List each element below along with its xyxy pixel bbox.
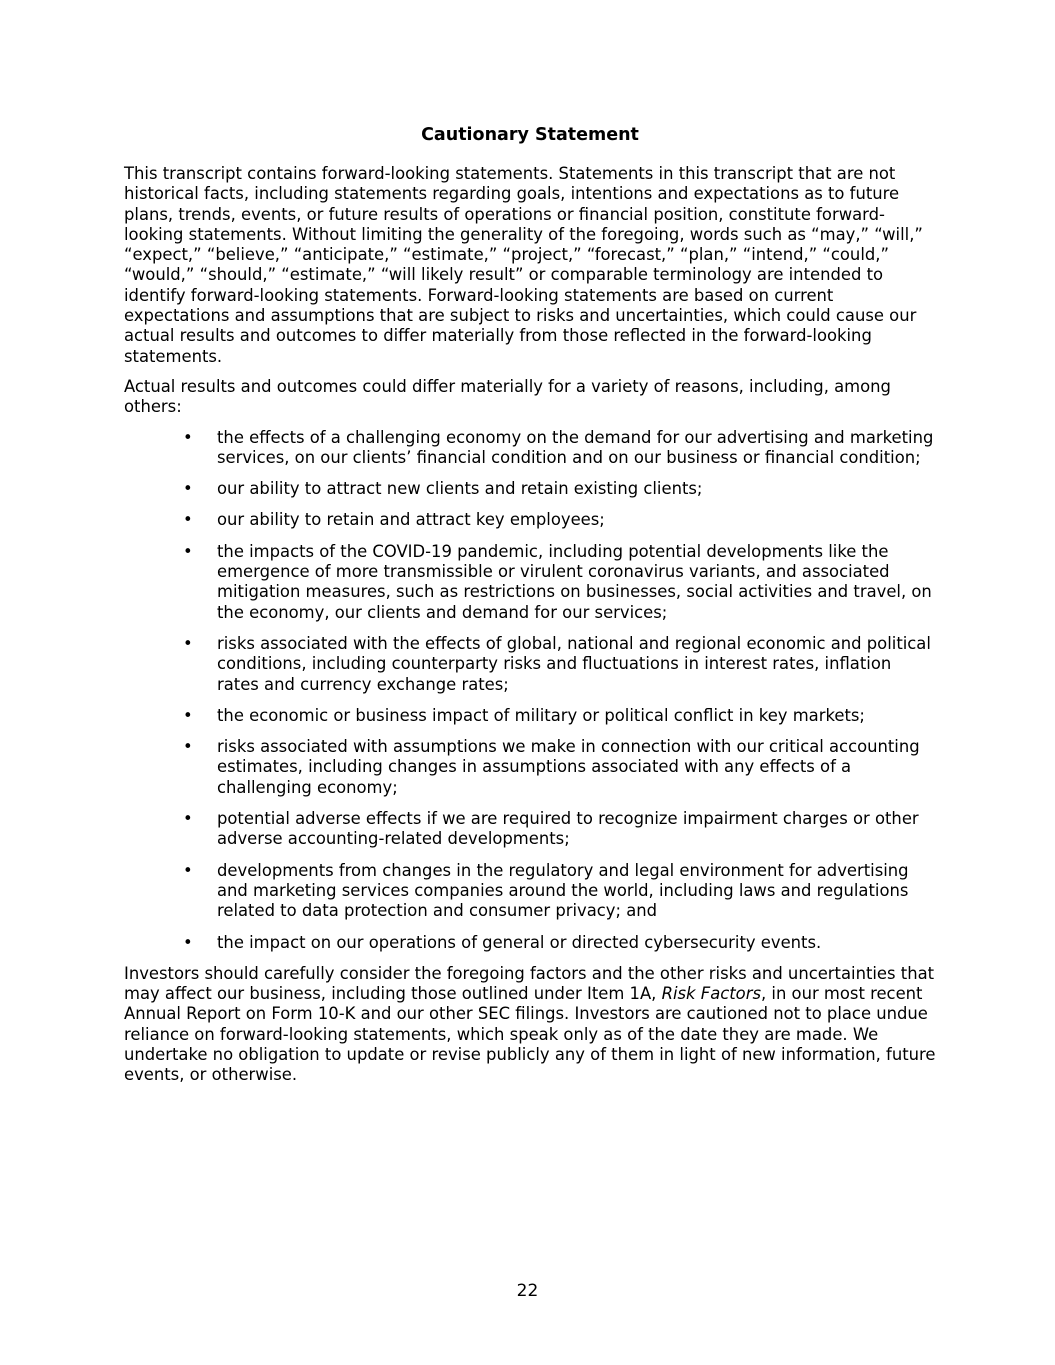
bullet-icon: • — [183, 541, 193, 561]
risk-factors-reference: Risk Factors — [661, 984, 761, 1004]
list-item-text: our ability to retain and attract key employees; — [217, 510, 605, 530]
page-title: Cautionary Statement — [421, 125, 639, 145]
investors-text-end: , in our most recent Annual Report on Form 10-K and our other SEC filings. Investors are cautioned not to place undue reliance on forward-looking statements, which speak only as of the date they are made. We undertake no obligation to update or revise publicly any of them in light of new information, future events, or otherwise. — [124, 984, 936, 1085]
bullet-icon: • — [183, 932, 193, 952]
list-item-text: our ability to attract new clients and retain existing clients; — [217, 479, 703, 499]
list-item — [124, 479, 936, 499]
bullet-icon: • — [183, 633, 193, 653]
bullet-icon: • — [183, 809, 193, 829]
bullet-icon: • — [183, 510, 193, 530]
list-item-text: developments from changes in the regulatory and legal environment for advertising and marketing services companies around the world, including laws and regulations related to data protection and consumer privacy; and — [217, 860, 909, 921]
list-item-text: risks associated with assumptions we make in connection with our critical accounting estimates, including changes in assumptions associated with any effects of a challenging economy; — [217, 737, 920, 797]
list-item-text: the economic or business impact of military or political conflict in key markets; — [217, 705, 865, 725]
list-item — [124, 933, 936, 953]
page-number: 22 — [516, 1281, 539, 1301]
bullet-icon: • — [183, 737, 193, 757]
reasons-paragraph: Actual results and outcomes could differ materially for a variety of reasons, including, among others: — [124, 376, 891, 417]
investors-paragraph — [124, 964, 936, 1086]
list-item — [124, 737, 936, 798]
bullet-icon: • — [183, 860, 193, 880]
list-item — [124, 634, 936, 695]
list-item-text: the impact on our operations of general or directed cybersecurity events. — [217, 932, 822, 952]
bullet-icon: • — [183, 479, 193, 499]
list-item — [124, 706, 936, 726]
intro-paragraph: This transcript contains forward-looking statements. Statements in this transcript that are not historical facts, including statements regarding goals, intentions and expectations as to future plans, trends, events, or future results of operations or financial position, constitute forward-looking statements. Without limiting the generality of the foregoing, words such as “may,” “will,” “expect,” “believe,” “anticipate,” “estimate,” “project,” “forecast,” “plan,” “intend,” “could,” “would,” “should,” “estimate,” “will likely result” or comparable terminology are intended to identify forward-looking statements. Forward-looking statements are based on current expectations and assumptions that are subject to risks and uncertainties, which could cause our actual results and outcomes to differ materially from those reflected in the forward-looking statements. — [124, 164, 923, 366]
risk-factors-list — [124, 428, 936, 953]
list-item — [124, 542, 936, 623]
investors-text-start: Investors should carefully consider the foregoing factors and the other risks and uncertainties that may affect our business, including those outlined under Item 1A, — [124, 963, 935, 1004]
list-item-text: the effects of a challenging economy on the demand for our advertising and marketing services, on our clients’ financial condition and on our business or financial condition; — [217, 427, 934, 467]
list-item-text: potential adverse effects if we are required to recognize impairment charges or other adverse accounting-related developments; — [217, 809, 919, 849]
list-item-text: the impacts of the COVID-19 pandemic, including potential developments like the emergence of more transmissible or virulent coronavirus variants, and associated mitigation measures, such as restrictions on businesses, social activities and travel, on the economy, our clients and demand for our services; — [217, 541, 932, 622]
document-body — [124, 123, 936, 1096]
list-item — [124, 861, 936, 922]
list-item-text: risks associated with the effects of global, national and regional economic and political conditions, including counterparty risks and fluctuations in interest rates, inflation rates and currency exchange rates; — [217, 633, 931, 694]
list-item — [124, 510, 936, 530]
list-item — [124, 428, 936, 469]
bullet-icon: • — [183, 705, 193, 725]
list-item — [124, 809, 936, 850]
bullet-icon: • — [183, 427, 193, 447]
